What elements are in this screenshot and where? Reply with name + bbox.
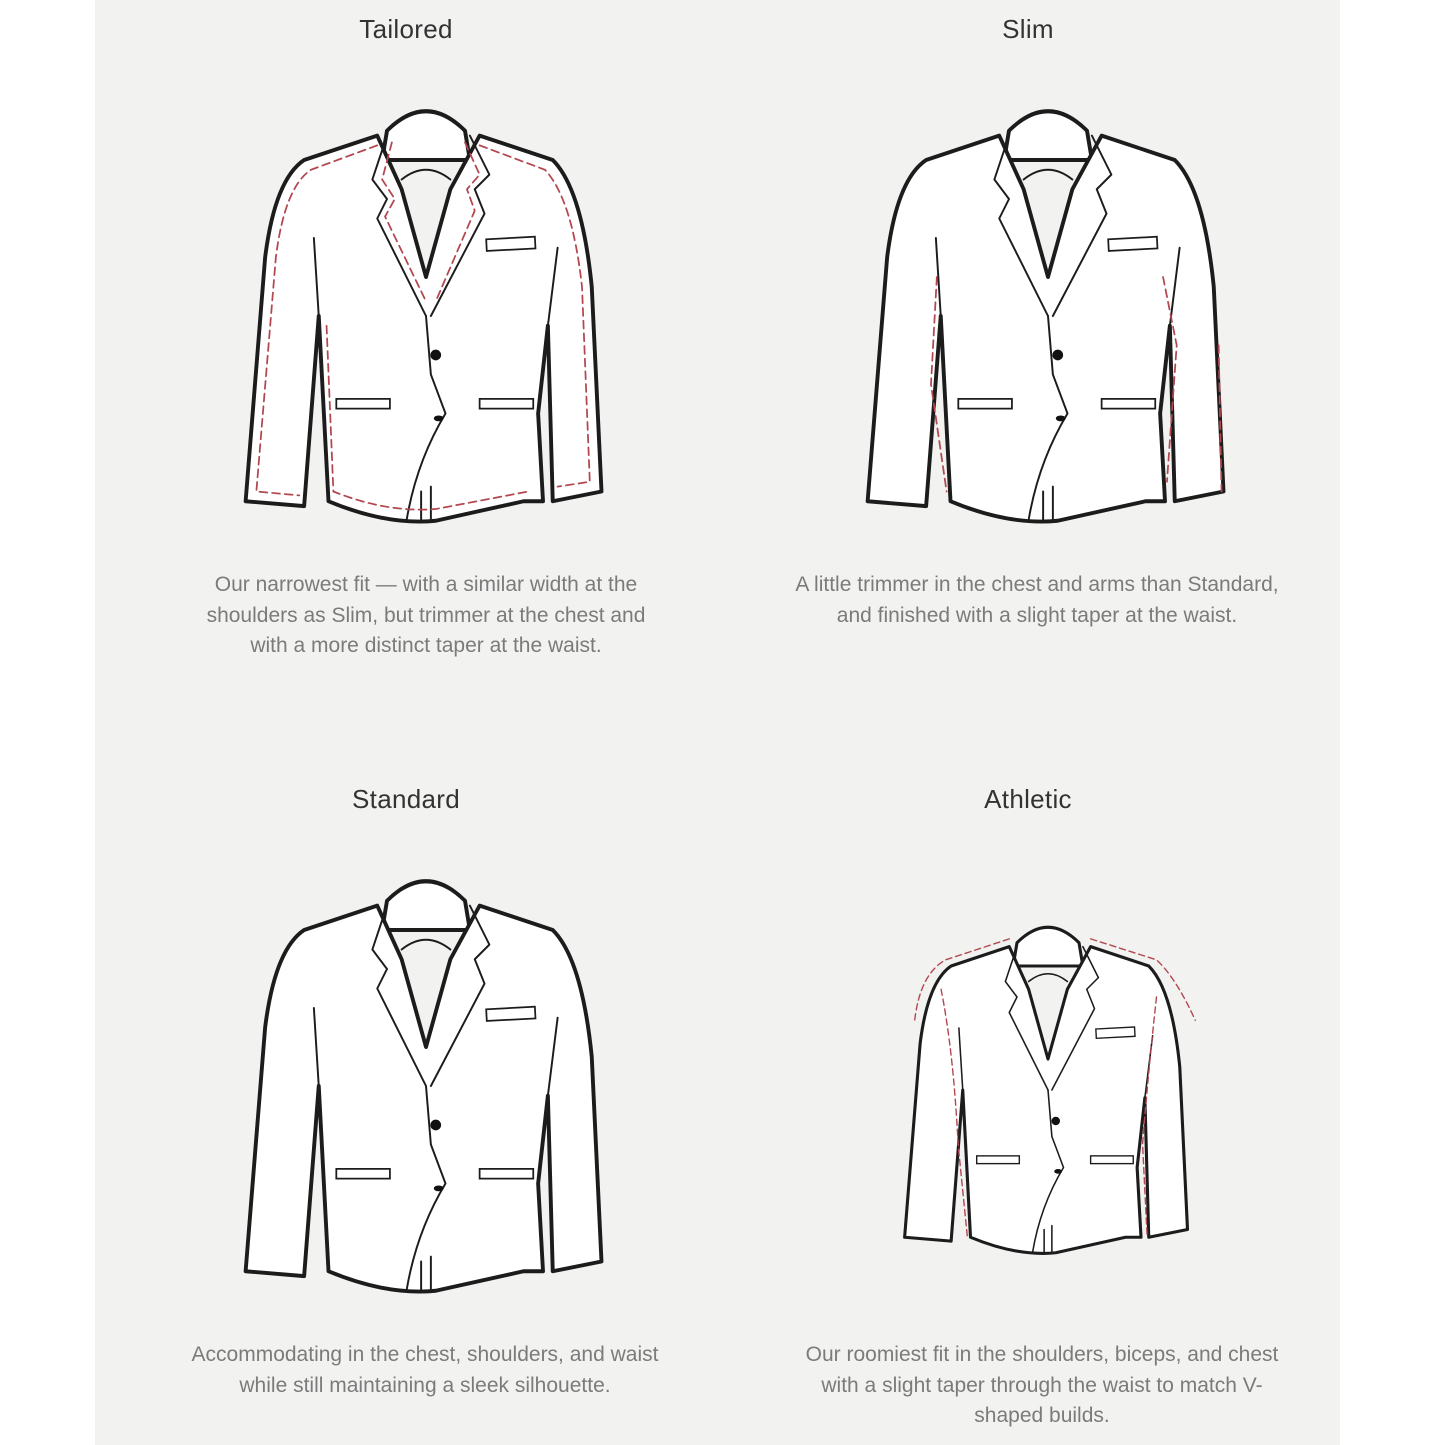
fit-card-standard — [95, 770, 717, 1445]
fit-title: Standard — [352, 784, 460, 814]
button-bottom — [1056, 415, 1066, 421]
button-bottom — [1054, 1169, 1062, 1174]
button-bottom — [434, 1185, 444, 1191]
jacket-icon — [231, 856, 621, 1316]
jacket-outline — [246, 111, 602, 521]
breast-pocket — [486, 237, 535, 251]
button-top — [430, 350, 441, 361]
right-flap-pocket — [1091, 1156, 1134, 1164]
fit-card-tailored — [95, 0, 717, 722]
button-top — [430, 1120, 441, 1131]
right-flap-pocket — [480, 1169, 534, 1179]
breast-pocket — [486, 1007, 535, 1021]
fit-description: Our roomiest fit in the shoulders, biceps, and chest with a slight taper through the waist to match V-shaped builds. — [805, 1343, 1279, 1427]
jacket-icon — [231, 86, 621, 546]
breast-pocket — [1096, 1027, 1135, 1038]
right-flap-pocket — [480, 399, 534, 409]
right-flap-pocket — [1102, 399, 1156, 409]
left-flap-pocket — [336, 399, 390, 409]
fit-title: Athletic — [984, 784, 1072, 814]
fit-description: Our narrowest fit — with a similar width at the shoulders as Slim, but trimmer at the chest and with a more distinct taper at the waist. — [206, 573, 646, 657]
jacket-icon — [853, 86, 1243, 546]
left-flap-pocket — [977, 1156, 1020, 1164]
left-flap-pocket — [958, 399, 1012, 409]
button-top — [1051, 1117, 1060, 1126]
fit-title: Slim — [1002, 14, 1054, 44]
fit-title: Tailored — [359, 14, 453, 44]
fit-description: A little trimmer in the chest and arms than Standard, and finished with a slight taper at the waist. — [795, 573, 1279, 627]
fit-guide-panel — [95, 0, 1340, 1445]
left-flap-pocket — [336, 1169, 390, 1179]
jacket-outline — [246, 881, 602, 1291]
breast-pocket — [1108, 237, 1157, 251]
fit-description: Accommodating in the chest, shoulders, and waist while still maintaining a sleek silhouette. — [191, 1343, 659, 1397]
fit-card-slim — [717, 0, 1339, 722]
jacket-icon — [893, 900, 1203, 1280]
button-top — [1052, 350, 1063, 361]
fit-card-athletic — [717, 770, 1339, 1445]
button-bottom — [434, 415, 444, 421]
